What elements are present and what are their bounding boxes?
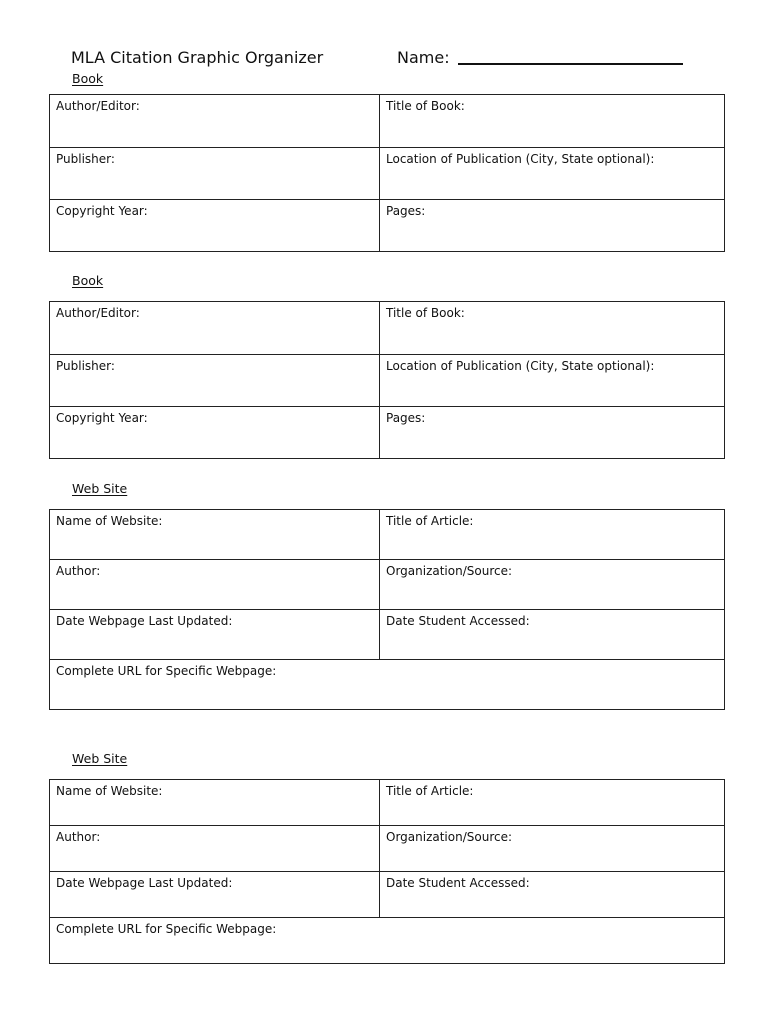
section-label-book-2: Book	[72, 273, 104, 288]
field-author-editor[interactable]: Author/Editor:	[50, 302, 380, 355]
field-author[interactable]: Author:	[50, 826, 380, 872]
field-organization-source[interactable]: Organization/Source:	[380, 826, 725, 872]
name-blank-line[interactable]	[458, 63, 683, 65]
field-date-last-updated[interactable]: Date Webpage Last Updated:	[50, 610, 380, 660]
field-title-of-book[interactable]: Title of Book:	[380, 95, 725, 148]
field-date-last-updated[interactable]: Date Webpage Last Updated:	[50, 872, 380, 918]
field-date-accessed[interactable]: Date Student Accessed:	[380, 610, 725, 660]
website-table-1	[49, 509, 725, 710]
field-organization-source[interactable]: Organization/Source:	[380, 560, 725, 610]
field-title-of-article[interactable]: Title of Article:	[380, 510, 725, 560]
field-copyright-year[interactable]: Copyright Year:	[50, 200, 380, 252]
section-label-book-1: Book	[72, 71, 104, 86]
field-complete-url[interactable]: Complete URL for Specific Webpage:	[50, 660, 725, 710]
field-name-of-website[interactable]: Name of Website:	[50, 780, 380, 826]
field-location-of-publication[interactable]: Location of Publication (City, State optional):	[380, 148, 725, 200]
field-name-of-website[interactable]: Name of Website:	[50, 510, 380, 560]
field-location-of-publication[interactable]: Location of Publication (City, State optional):	[380, 355, 725, 407]
section-label-web-site-2: Web Site	[72, 751, 128, 766]
book-table-1	[49, 94, 725, 252]
field-pages[interactable]: Pages:	[380, 407, 725, 459]
field-pages[interactable]: Pages:	[380, 200, 725, 252]
field-publisher[interactable]: Publisher:	[50, 355, 380, 407]
field-publisher[interactable]: Publisher:	[50, 148, 380, 200]
field-complete-url[interactable]: Complete URL for Specific Webpage:	[50, 918, 725, 964]
field-author[interactable]: Author:	[50, 560, 380, 610]
section-label-web-site-1: Web Site	[72, 481, 128, 496]
field-author-editor[interactable]: Author/Editor:	[50, 95, 380, 148]
field-title-of-book[interactable]: Title of Book:	[380, 302, 725, 355]
name-label: Name:	[397, 48, 450, 67]
website-table-2	[49, 779, 725, 964]
field-copyright-year[interactable]: Copyright Year:	[50, 407, 380, 459]
field-date-accessed[interactable]: Date Student Accessed:	[380, 872, 725, 918]
field-title-of-article[interactable]: Title of Article:	[380, 780, 725, 826]
book-table-2	[49, 301, 725, 459]
page-title: MLA Citation Graphic Organizer	[71, 48, 324, 67]
